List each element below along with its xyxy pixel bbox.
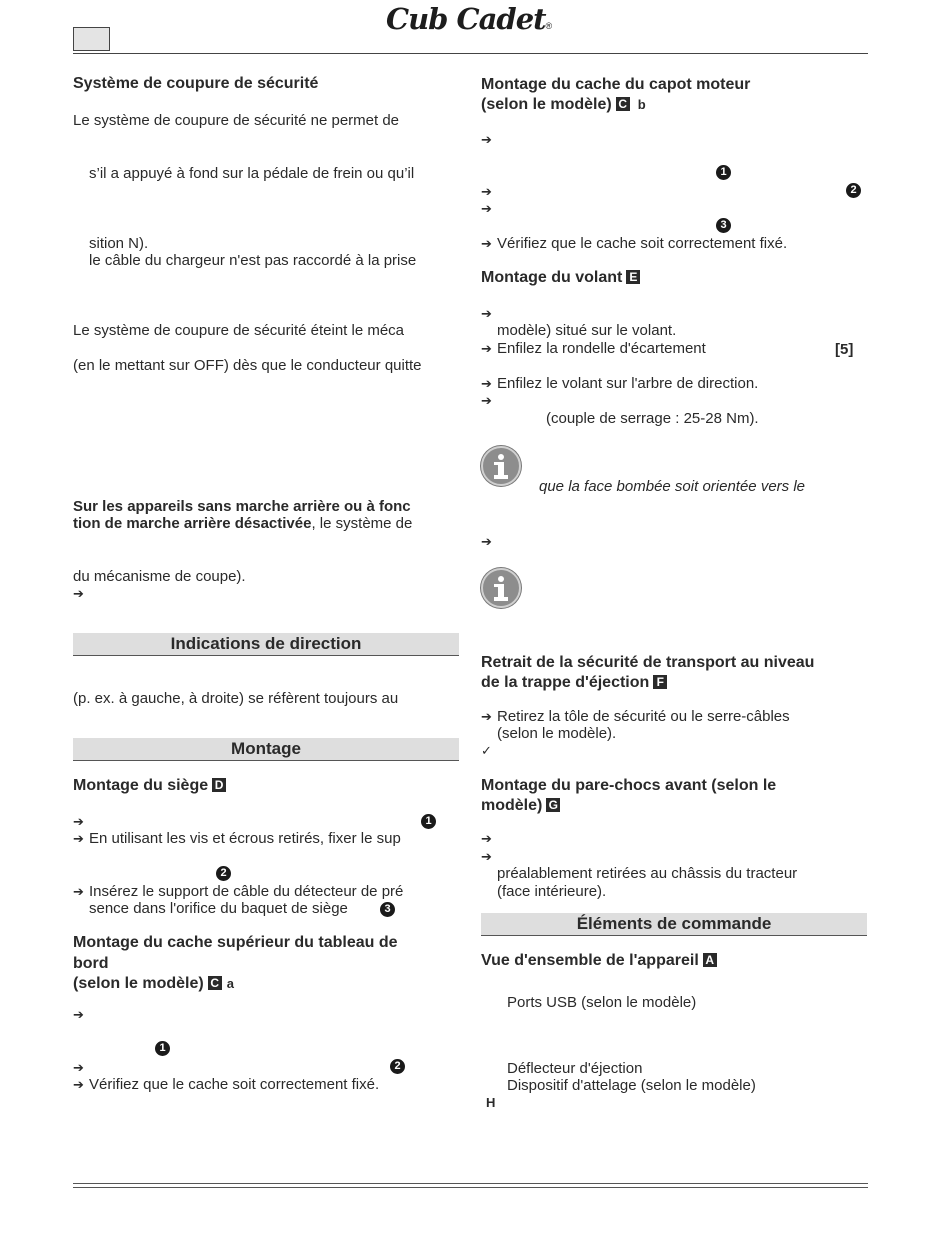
safety-text-6b-rest: , le système de [311, 515, 413, 532]
steering-text-1: modèle) situé sur le volant. [497, 322, 677, 339]
seat-text-1: En utilisant les vis et écrous retirés, fixer le sup [89, 830, 401, 847]
seat-title-text: Montage du siège [73, 777, 209, 794]
section-title-dashboard-cover-2: bord [73, 955, 109, 972]
info-icon [481, 446, 521, 486]
arrow-bullet: ➔ [73, 1007, 84, 1022]
callout-number-3: 3 [716, 218, 731, 233]
arrow-bullet: ➔ [481, 132, 492, 147]
section-band-controls [481, 913, 867, 936]
arrow-bullet: ➔ [481, 341, 492, 356]
overview-item-hitch: Dispositif d'attelage (selon le modèle) [507, 1077, 756, 1094]
figure-ref-badge: G [546, 798, 560, 812]
arrow-bullet: ➔ [481, 201, 492, 216]
arrow-bullet: ➔ [481, 393, 492, 408]
safety-text-3a: sition N). [89, 235, 149, 252]
bumper-text-1: préalablement retirées au châssis du tracteur [497, 865, 798, 882]
info-icon [481, 568, 521, 608]
figure-ref-badge: F [653, 675, 667, 689]
bumper-text-2: (face intérieure). [497, 883, 607, 900]
section-title-steering [481, 268, 640, 288]
figure-ref-badge: D [212, 778, 226, 792]
section-title-transport-lock-1: Retrait de la sécurité de transport au niveau [481, 654, 815, 671]
section-band-direction [73, 633, 459, 656]
arrow-bullet: ➔ [481, 831, 492, 846]
direction-text: (p. ex. à gauche, à droite) se réfèrent toujours au [73, 690, 399, 707]
section-title-dashboard-cover-1: Montage du cache supérieur du tableau de [73, 934, 398, 951]
arrow-bullet: ➔ [481, 534, 492, 549]
overview-item-h: H [486, 1095, 496, 1110]
band-title-direction: Indications de direction [170, 634, 362, 653]
callout-number-2: 2 [390, 1059, 405, 1074]
section-title-bumper-2 [481, 796, 560, 816]
seat-text-2b: sence dans l'orifice du baquet de siège [89, 900, 348, 917]
arrow-bullet: ➔ [73, 1060, 84, 1075]
seat-text-2a: Insérez le support de câble du détecteur de pré [89, 883, 404, 900]
safety-text-6b [73, 515, 412, 532]
callout-number-3: 3 [380, 902, 395, 917]
section-title-hood-cover-1: Montage du cache du capot moteur [481, 76, 751, 93]
hood-text-1: Vérifiez que le cache soit correctement fixé. [497, 235, 788, 252]
figure-sub-ref: b [637, 97, 646, 112]
figure-ref-badge: E [626, 270, 640, 284]
arrow-bullet: ➔ [481, 709, 492, 724]
overview-title-text: Vue d'ensemble de l'appareil [481, 952, 699, 969]
steering-text-3: Enfilez le volant sur l'arbre de direction. [497, 375, 759, 392]
callout-number-1: 1 [421, 814, 436, 829]
arrow-bullet: ➔ [481, 184, 492, 199]
section-title-transport-lock-2 [481, 673, 667, 693]
callout-number-1: 1 [155, 1041, 170, 1056]
header-rule [73, 53, 868, 54]
safety-text-2: s’il a appuyé à fond sur la pédale de frein ou qu’il [89, 165, 415, 182]
section-title-dashboard-cover-3 [73, 974, 234, 994]
safety-text-3b: le câble du chargeur n'est pas raccordé à la prise [89, 252, 417, 269]
figure-sub-ref: a [226, 976, 234, 991]
section-title-safety-cutoff: Système de coupure de sécurité [73, 75, 319, 92]
safety-text-4: Le système de coupure de sécurité éteint le méca [73, 322, 405, 339]
safety-text-6b-bold: tion de marche arrière désactivée [73, 515, 312, 532]
arrow-bullet: ➔ [481, 849, 492, 864]
safety-text-1: Le système de coupure de sécurité ne permet de [73, 112, 400, 129]
arrow-bullet: ➔ [73, 1077, 84, 1092]
steering-text-2: Enfilez la rondelle d'écartement [497, 340, 706, 357]
arrow-bullet: ➔ [73, 814, 84, 829]
figure-ref-badge: A [703, 953, 717, 967]
safety-text-7: du mécanisme de coupe). [73, 568, 246, 585]
arrow-bullet: ➔ [73, 586, 84, 601]
bumper-title-text: modèle) [481, 797, 543, 814]
section-title-overview [481, 951, 717, 971]
callout-number-2: 2 [216, 866, 231, 881]
steering-ref-5: [5] [835, 341, 854, 358]
check-mark-icon: ✓ [481, 743, 492, 758]
brand-logo-text: Cub Cadet [386, 2, 546, 36]
transport-lock-text-1: Retirez la tôle de sécurité ou le serre-câbles [497, 708, 790, 725]
dashboard-text-1: Vérifiez que le cache soit correctement fixé. [89, 1076, 380, 1093]
dashboard-title-text: (selon le modèle) [73, 975, 204, 992]
hood-title-text: (selon le modèle) [481, 96, 612, 113]
transport-lock-title-text: de la trappe d'éjection [481, 674, 650, 691]
brand-logo [386, 2, 552, 36]
transport-lock-text-2: (selon le modèle). [497, 725, 617, 742]
arrow-bullet: ➔ [481, 236, 492, 251]
figure-ref-badge: C [208, 976, 222, 990]
brand-registered-mark: ® [545, 21, 553, 31]
safety-text-5: (en le mettant sur OFF) dès que le conducteur quitte [73, 357, 422, 374]
arrow-bullet: ➔ [481, 376, 492, 391]
safety-text-6a: Sur les appareils sans marche arrière ou à fonc [73, 498, 411, 515]
overview-item-usb: Ports USB (selon le modèle) [507, 994, 697, 1011]
arrow-bullet: ➔ [73, 884, 84, 899]
callout-number-2: 2 [846, 183, 861, 198]
steering-text-4: (couple de serrage : 25-28 Nm). [546, 410, 759, 427]
steering-note: que la face bombée soit orientée vers le [539, 478, 805, 495]
section-band-montage [73, 738, 459, 761]
callout-number-1: 1 [716, 165, 731, 180]
page-number-box [73, 27, 110, 51]
overview-item-deflector: Déflecteur d'éjection [507, 1060, 643, 1077]
section-title-seat [73, 776, 226, 796]
band-title-controls: Éléments de commande [576, 914, 772, 933]
arrow-bullet: ➔ [481, 306, 492, 321]
footer-rule [73, 1183, 868, 1188]
arrow-bullet: ➔ [73, 831, 84, 846]
section-title-hood-cover-2 [481, 95, 646, 115]
band-title-montage: Montage [231, 739, 301, 758]
figure-ref-badge: C [616, 97, 630, 111]
section-title-bumper-1: Montage du pare-chocs avant (selon le [481, 777, 777, 794]
steering-title-text: Montage du volant [481, 269, 623, 286]
